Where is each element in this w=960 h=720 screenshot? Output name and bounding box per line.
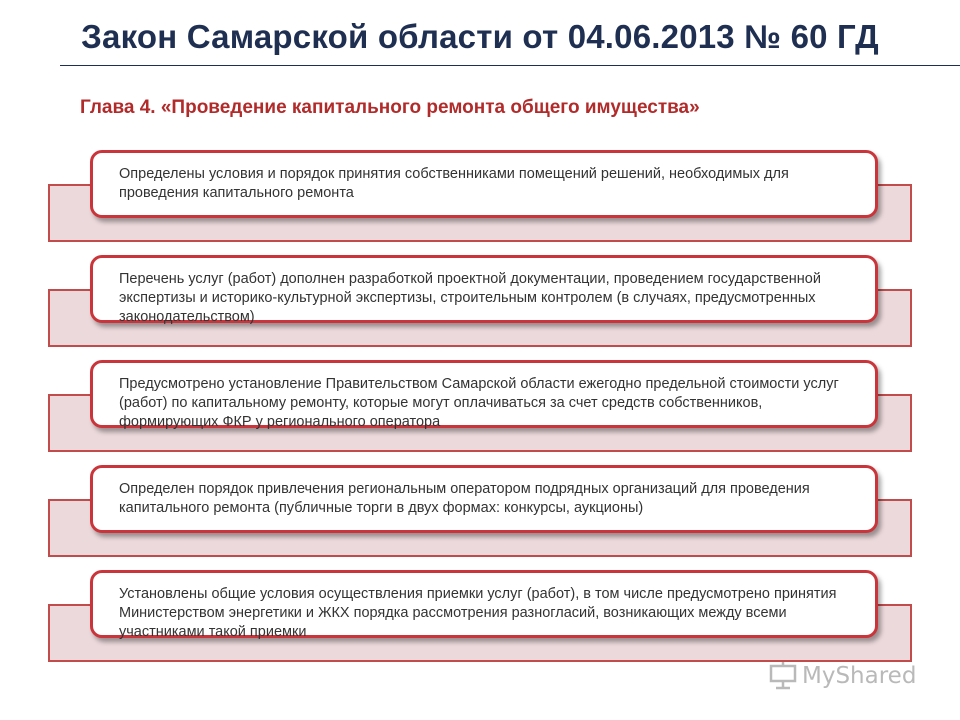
item-card: Перечень услуг (работ) дополнен разработкой проектной документации, проведением государственной экспертизы и историко-культурной экспертизы, строительным контролем (в случаях, предусмотренных законодательством) xyxy=(90,255,878,323)
item-card: Предусмотрено установление Правительством Самарской области ежегодно предельной стоимости услуг (работ) по капитальному ремонту, которые могут оплачиваться за счет средств собственников, формирующих ФКР у регионального оператора xyxy=(90,360,878,428)
list-item xyxy=(0,150,960,250)
item-card: Установлены общие условия осуществления приемки услуг (работ), в том числе предусмотрено принятия Министерством энергетики и ЖКХ порядка рассмотрения разногласий, возникающих между всеми участниками такой приемки xyxy=(90,570,878,638)
title-underline xyxy=(60,65,960,66)
list-item xyxy=(0,255,960,355)
slide-title: Закон Самарской области от 04.06.2013 № 60 ГД xyxy=(81,18,879,55)
list-item xyxy=(0,465,960,565)
watermark-text: MyShared xyxy=(802,663,917,689)
list-item xyxy=(0,360,960,460)
chapter-subtitle: Глава 4. «Проведение капитального ремонта общего имущества» xyxy=(80,97,700,118)
watermark-logo xyxy=(768,660,916,692)
list-item xyxy=(0,570,960,670)
item-card: Определены условия и порядок принятия собственниками помещений решений, необходимых для проведения капитального ремонта xyxy=(90,150,878,218)
item-card: Определен порядок привлечения региональным оператором подрядных организаций для проведения капитального ремонта (публичные торги в двух формах: конкурсы, аукционы) xyxy=(90,465,878,533)
presentation-board-icon xyxy=(768,662,798,690)
